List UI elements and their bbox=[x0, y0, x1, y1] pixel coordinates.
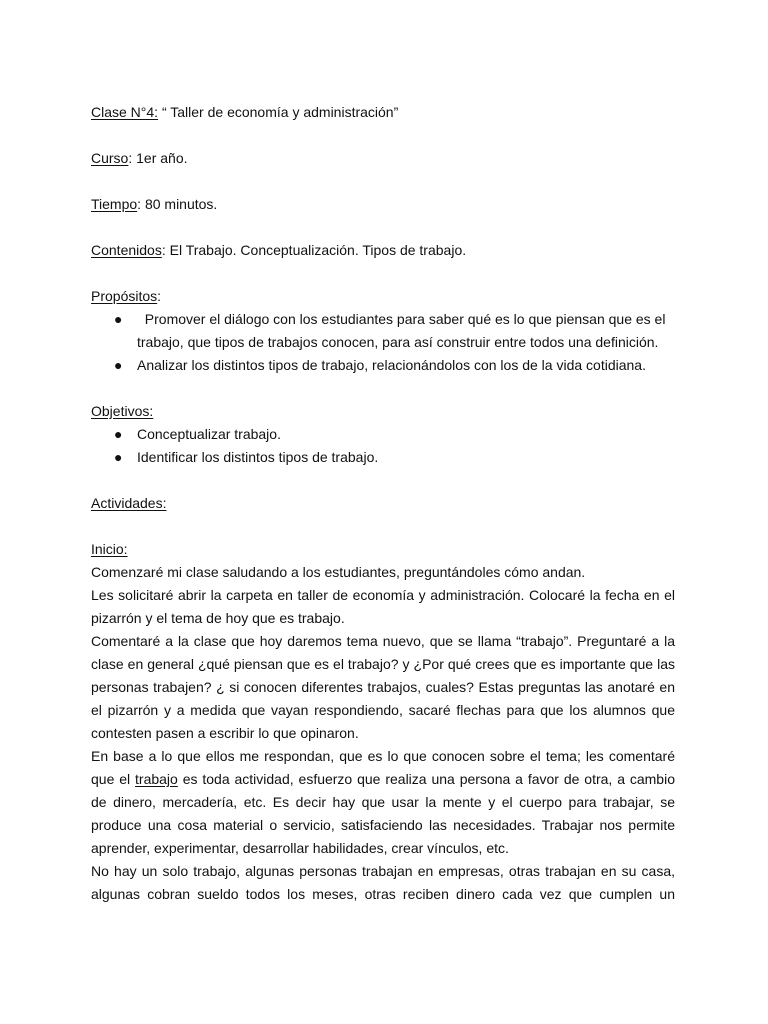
bullet-icon: ● bbox=[114, 426, 123, 442]
list-item-text: Analizar los distintos tipos de trabajo, relacionándolos con los de la vida cotidiana. bbox=[137, 357, 646, 373]
propositos-label: Propósitos bbox=[91, 288, 158, 304]
contenidos-line bbox=[91, 239, 675, 262]
clase-value: “ Taller de economía y administración” bbox=[158, 104, 399, 120]
inicio-paragraph-2: Les solicitaré abrir la carpeta en taller de economía y administración. Colocaré la fecha en el pizarrón y el tema de hoy que es trabajo. bbox=[91, 587, 675, 626]
bullet-icon: ● bbox=[114, 357, 123, 373]
contenidos-value: : El Trabajo. Conceptualización. Tipos de trabajo. bbox=[161, 242, 467, 258]
inicio-paragraph-5: No hay un solo trabajo, algunas personas trabajan en empresas, otras trabajan en su casa, algunas cobran sueldo todos los meses, otras reciben dinero cada vez que cumplen un bbox=[91, 863, 675, 902]
propositos-heading bbox=[91, 285, 675, 308]
inicio-label: Inicio: bbox=[91, 541, 128, 557]
objetivos-heading bbox=[91, 400, 675, 423]
bullet-icon: ● bbox=[114, 311, 123, 327]
list-item-text: Identificar los distintos tipos de trabajo. bbox=[137, 449, 379, 465]
tiempo-label: Tiempo bbox=[91, 196, 138, 212]
trabajo-term: trabajo bbox=[135, 771, 178, 787]
paragraph-4-start: En base a lo que ellos me respondan, que es lo que conocen sobre el tema; les comentaré que el bbox=[91, 748, 675, 787]
curso-value: : 1er año. bbox=[128, 150, 188, 166]
inicio-heading bbox=[91, 538, 675, 561]
inicio-paragraph-4 bbox=[91, 745, 675, 860]
list-item bbox=[91, 308, 675, 354]
document-page bbox=[91, 101, 675, 906]
clase-line bbox=[91, 101, 675, 124]
curso-label: Curso bbox=[91, 150, 129, 166]
actividades-label: Actividades: bbox=[91, 495, 167, 511]
curso-line bbox=[91, 147, 675, 170]
list-item bbox=[91, 354, 675, 377]
inicio-paragraph-1: Comenzaré mi clase saludando a los estudiantes, preguntándoles cómo andan. bbox=[91, 564, 586, 580]
contenidos-label: Contenidos bbox=[91, 242, 162, 258]
list-item-text: Conceptualizar trabajo. bbox=[137, 426, 281, 442]
propositos-suffix: : bbox=[157, 288, 162, 304]
clase-label: Clase N°4: bbox=[91, 104, 159, 120]
objetivos-label: Objetivos: bbox=[91, 403, 154, 419]
list-item bbox=[91, 423, 675, 446]
objetivos-list bbox=[91, 423, 675, 469]
list-item bbox=[91, 446, 675, 469]
list-item-text: trabajo, que tipos de trabajos conocen, para así construir entre todos una definición. bbox=[137, 334, 659, 350]
paragraph-4-end: es toda actividad, esfuerzo que realiza una persona a favor de otra, a cambio de dinero, mercadería, etc. Es decir hay que usar la mente y el cuerpo para trabajar, se produce una cosa material o servicio, satisfaciendo las necesidades. Trabajar nos permite aprender, experimentar, desarrollar habilidades, crear vínculos, etc. bbox=[91, 771, 675, 856]
propositos-list bbox=[91, 308, 675, 377]
tiempo-line bbox=[91, 193, 675, 216]
inicio-paragraph-3: Comentaré a la clase que hoy daremos tema nuevo, que se llama “trabajo”. Preguntaré a la clase en general ¿qué piensan que es el trabajo? y ¿Por qué crees que es importante que las personas trabajen? ¿ si conocen diferentes trabajos, cuales? Estas preguntas las anotaré en el pizarrón y a medida que vayan respondiendo, sacaré flechas para que los alumnos que contesten pasen a escribir lo que opinaron. bbox=[91, 633, 675, 741]
tiempo-value: : 80 minutos. bbox=[137, 196, 218, 212]
actividades-heading bbox=[91, 492, 675, 515]
list-item-text: Promover el diálogo con los estudiantes para saber qué es lo que piensan que es el bbox=[137, 311, 666, 327]
bullet-icon: ● bbox=[114, 449, 123, 465]
